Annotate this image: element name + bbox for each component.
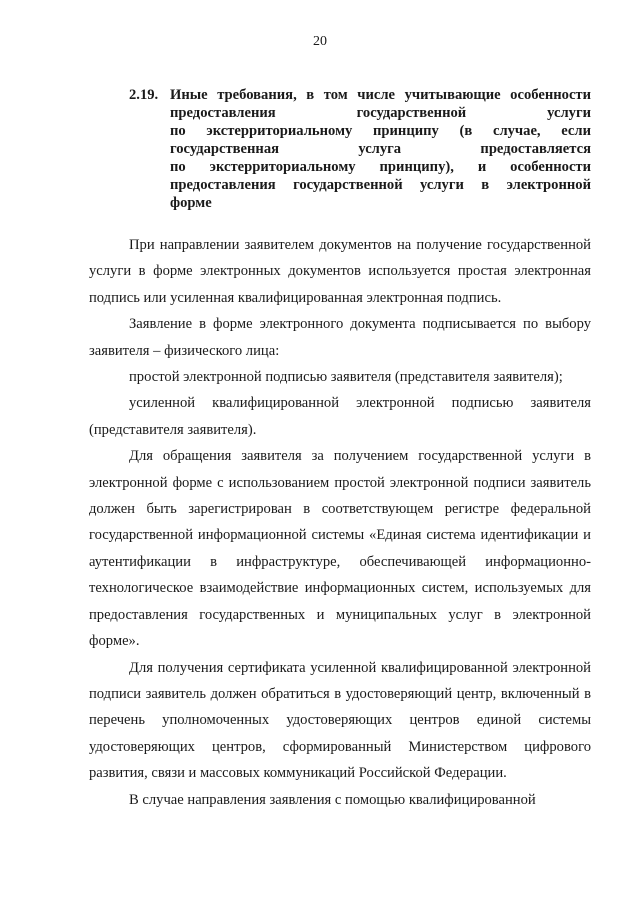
section-title-line: форме [170, 195, 212, 211]
body-paragraph: простой электронной подписью заявителя (представителя заявителя); [129, 369, 563, 386]
section-title-line: по экстерриториальному принципу), и особенности [170, 159, 591, 175]
body-paragraph: В случае направления заявления с помощью квалифицированной [129, 791, 536, 808]
body-paragraph: усиленной квалифицированной электронной подписью заявителя (представителя заявителя). [89, 395, 591, 438]
body-paragraph: При направлении заявителем документов на получение государственной услуги в форме электронных документов используется простая электронная подпись или усиленная квалифицированная электронная подпись. [89, 237, 591, 306]
document-body [89, 232, 591, 813]
section-number: 2.19. [129, 87, 159, 103]
section-title-line: предоставления государственной услуги [170, 105, 591, 121]
section-title-line: по экстерриториальному принципу (в случае, если [170, 123, 591, 139]
body-paragraph: Для получения сертификата усиленной квалифицированной электронной подписи заявитель должен обратиться в удостоверяющий центр, включенный в перечень уполномоченных удостоверяющих центров единой системы удостоверяющих центров, сформированный Министерством цифрового развития, связи и массовых коммуникаций Российской Федерации. [89, 659, 591, 782]
page-number: 20 [313, 34, 327, 49]
section-heading [129, 86, 591, 212]
body-paragraph: Для обращения заявителя за получением государственной услуги в электронной форме с использованием простой электронной подписи заявитель должен быть зарегистрирован в соответствующем регистре федеральной государственной информационной системы «Единая система идентификации и аутентификации в инфраструктуре, обеспечивающей информационно-технологическое взаимодействие информационных систем, используемых для предоставления государственных и муниципальных услуг в электронной форме». [89, 448, 591, 650]
section-title-line: предоставления государственной услуги в электронной [170, 177, 591, 193]
section-title-line: государственная услуга предоставляется [170, 141, 591, 157]
section-title-line: Иные требования, в том числе учитывающие особенности [170, 87, 591, 103]
body-paragraph: Заявление в форме электронного документа подписывается по выбору заявителя – физического лица: [89, 316, 591, 359]
